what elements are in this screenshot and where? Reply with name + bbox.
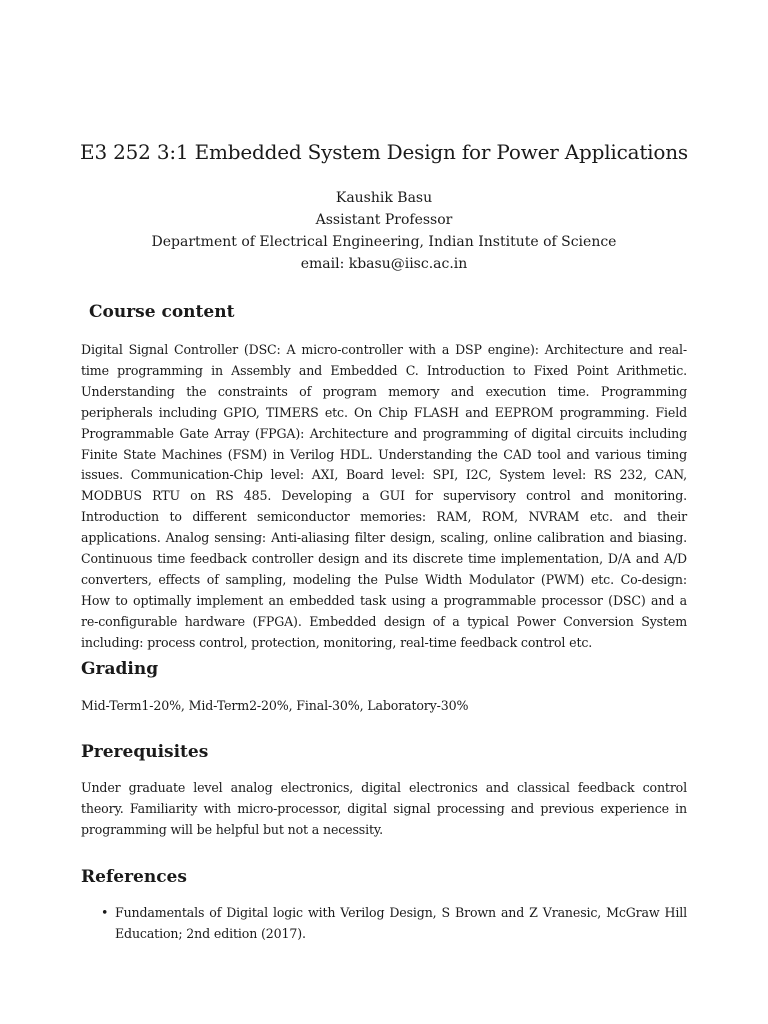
course-content-heading: Course content	[89, 302, 235, 322]
author-email: email: kbasu@iisc.ac.in	[300, 256, 468, 272]
bullet-icon: •	[101, 905, 109, 920]
prerequisites-heading: Prerequisites	[81, 742, 209, 762]
author-block	[0, 187, 768, 275]
document-title: E3 252 3:1 Embedded System Design for Power Applications	[80, 140, 688, 164]
author-position: Assistant Professor	[315, 212, 453, 228]
author-name: Kaushik Basu	[335, 190, 433, 206]
author-affiliation: Department of Electrical Engineering, Indian Institute of Science	[151, 234, 617, 250]
references-heading: References	[81, 867, 187, 887]
course-content-text: Digital Signal Controller (DSC: A micro-controller with a DSP engine): Architecture and real-time programming in Assembly and Embedded C. Introduction to Fixed Point Arithmetic. Understanding the constraints of program memory and execution time. Programming peripherals including GPIO, TIMERS etc. On Chip FLASH and EEPROM programming. Field Programmable Gate Array (FPGA): Architecture and programming of digital circuits including Finite State Machines (FSM) in Verilog HDL. Understanding the CAD tool and various timing issues. Communication-Chip level: AXI, Board level: SPI, I2C, System level: RS 232, CAN, MODBUS RTU on RS 485. Developing a GUI for supervisory control and monitoring. Introduction to different semiconductor memories: RAM, ROM, NVRAM etc. and their applications. Analog sensing: Anti-aliasing filter design, scaling, online calibration and biasing. Continuous time feedback controller design and its discrete time implementation, D/A and A/D converters, effects of sampling, modeling the Pulse Width Modulator (PWM) etc. Co-design: How to optimally implement an embedded task using a programmable processor (DSC) and a re-configurable hardware (FPGA). Embedded design of a typical Power Conversion System including: process control, protection, monitoring, real-time feedback control etc.	[81, 342, 687, 650]
references-list	[81, 903, 687, 945]
reference-item	[81, 903, 687, 945]
grading-text: Mid-Term1-20%, Mid-Term2-20%, Final-30%, Laboratory-30%	[81, 698, 469, 713]
grading-heading: Grading	[81, 659, 159, 679]
reference-text: Fundamentals of Digital logic with Verilog Design, S Brown and Z Vranesic, McGraw Hill Education; 2nd edition (2017).	[115, 905, 687, 941]
prerequisites-text: Under graduate level analog electronics, digital electronics and classical feedback control theory. Familiarity with micro-processor, digital signal processing and previous experience in programming will be helpful but not a necessity.	[81, 780, 687, 837]
